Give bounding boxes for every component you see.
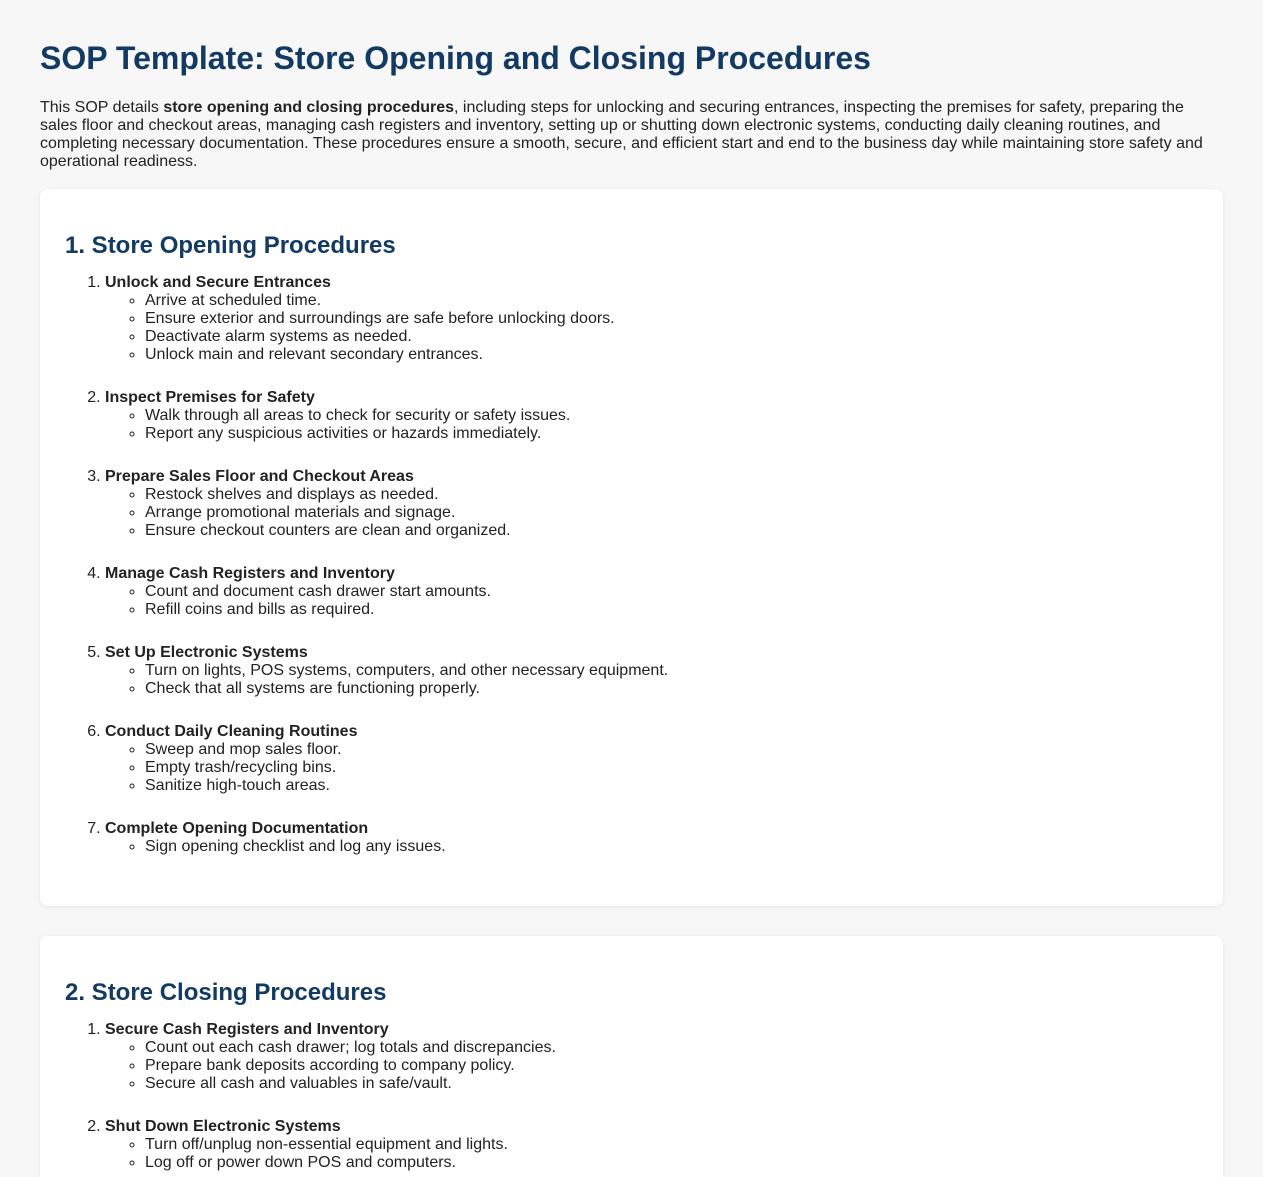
step-item [105, 565, 1198, 619]
step-item [105, 820, 1198, 856]
substep-item: ◦ Sanitize high-touch areas. [145, 777, 1198, 795]
step-item [105, 274, 1198, 364]
substeps-list [105, 1039, 1198, 1093]
substeps-list [105, 486, 1198, 540]
step-title: Shut Down Electronic Systems [105, 1118, 341, 1135]
substep-item: ◦ Sweep and mop sales floor. [145, 741, 1198, 759]
substeps-list [105, 292, 1198, 364]
section-card [40, 936, 1223, 1177]
intro-prefix: This SOP details [40, 99, 164, 116]
substep-item: ◦ Report any suspicious activities or hazards immediately. [145, 425, 1198, 443]
page-title: SOP Template: Store Opening and Closing Procedures [40, 40, 871, 76]
step-item [105, 723, 1198, 795]
step-title: Secure Cash Registers and Inventory [105, 1021, 389, 1038]
substep-item: ◦ Ensure exterior and surroundings are safe before unlocking doors. [145, 310, 1198, 328]
substep-item: ◦ Arrange promotional materials and signage. [145, 504, 1198, 522]
step-item [105, 389, 1198, 443]
steps-list [65, 274, 1198, 856]
substeps-list [105, 583, 1198, 619]
step-title: Unlock and Secure Entrances [105, 274, 331, 291]
intro-bold: store opening and closing procedures [163, 99, 455, 116]
substep-item: ◦ Sign opening checklist and log any issues. [145, 838, 1198, 856]
step-item [105, 468, 1198, 540]
substeps-list [105, 407, 1198, 443]
step-title: Inspect Premises for Safety [105, 389, 315, 406]
step-item [105, 1021, 1198, 1093]
substep-item: ◦ Turn on lights, POS systems, computers, and other necessary equipment. [145, 662, 1198, 680]
substep-item: ◦ Log off or power down POS and computers. [145, 1154, 1198, 1172]
substeps-list [105, 741, 1198, 795]
section-card [40, 189, 1223, 906]
step-title: Prepare Sales Floor and Checkout Areas [105, 468, 414, 485]
substep-item: ◦ Deactivate alarm systems as needed. [145, 328, 1198, 346]
section-heading: 2. Store Closing Procedures [65, 979, 387, 1006]
step-title: Set Up Electronic Systems [105, 644, 308, 661]
sections-container [40, 189, 1223, 1177]
substep-item: ◦ Count and document cash drawer start amounts. [145, 583, 1198, 601]
substep-item: ◦ Count out each cash drawer; log totals and discrepancies. [145, 1039, 1198, 1057]
substep-item: ◦ Check that all systems are functioning properly. [145, 680, 1198, 698]
steps-list [65, 1021, 1198, 1172]
substep-item: ◦ Refill coins and bills as required. [145, 601, 1198, 619]
substep-item: ◦ Unlock main and relevant secondary entrances. [145, 346, 1198, 364]
substep-item: ◦ Secure all cash and valuables in safe/vault. [145, 1075, 1198, 1093]
substep-item: ◦ Arrive at scheduled time. [145, 292, 1198, 310]
substeps-list [105, 662, 1198, 698]
step-title: Manage Cash Registers and Inventory [105, 565, 395, 582]
step-item [105, 644, 1198, 698]
substeps-list [105, 1136, 1198, 1172]
step-title: Complete Opening Documentation [105, 820, 369, 837]
substep-item: ◦ Empty trash/recycling bins. [145, 759, 1198, 777]
substeps-list [105, 838, 1198, 856]
intro-suffix: , including steps for unlocking and securing entrances, inspecting the premises for safety, preparing the sales floor and checkout areas, managing cash registers and inventory, setting up or shutting down electronic systems, conducting daily cleaning routines, and completing necessary documentation. These procedures ensure a smooth, secure, and efficient start and end to the business day while maintaining store safety and operational readiness. [40, 99, 1203, 170]
substep-item: ◦ Walk through all areas to check for security or safety issues. [145, 407, 1198, 425]
intro-paragraph [40, 99, 1223, 171]
step-title: Conduct Daily Cleaning Routines [105, 723, 358, 740]
substep-item: ◦ Prepare bank deposits according to company policy. [145, 1057, 1198, 1075]
substep-item: ◦ Ensure checkout counters are clean and organized. [145, 522, 1198, 540]
section-heading: 1. Store Opening Procedures [65, 232, 396, 259]
substep-item: ◦ Restock shelves and displays as needed. [145, 486, 1198, 504]
substep-item: ◦ Turn off/unplug non-essential equipment and lights. [145, 1136, 1198, 1154]
step-item [105, 1118, 1198, 1172]
